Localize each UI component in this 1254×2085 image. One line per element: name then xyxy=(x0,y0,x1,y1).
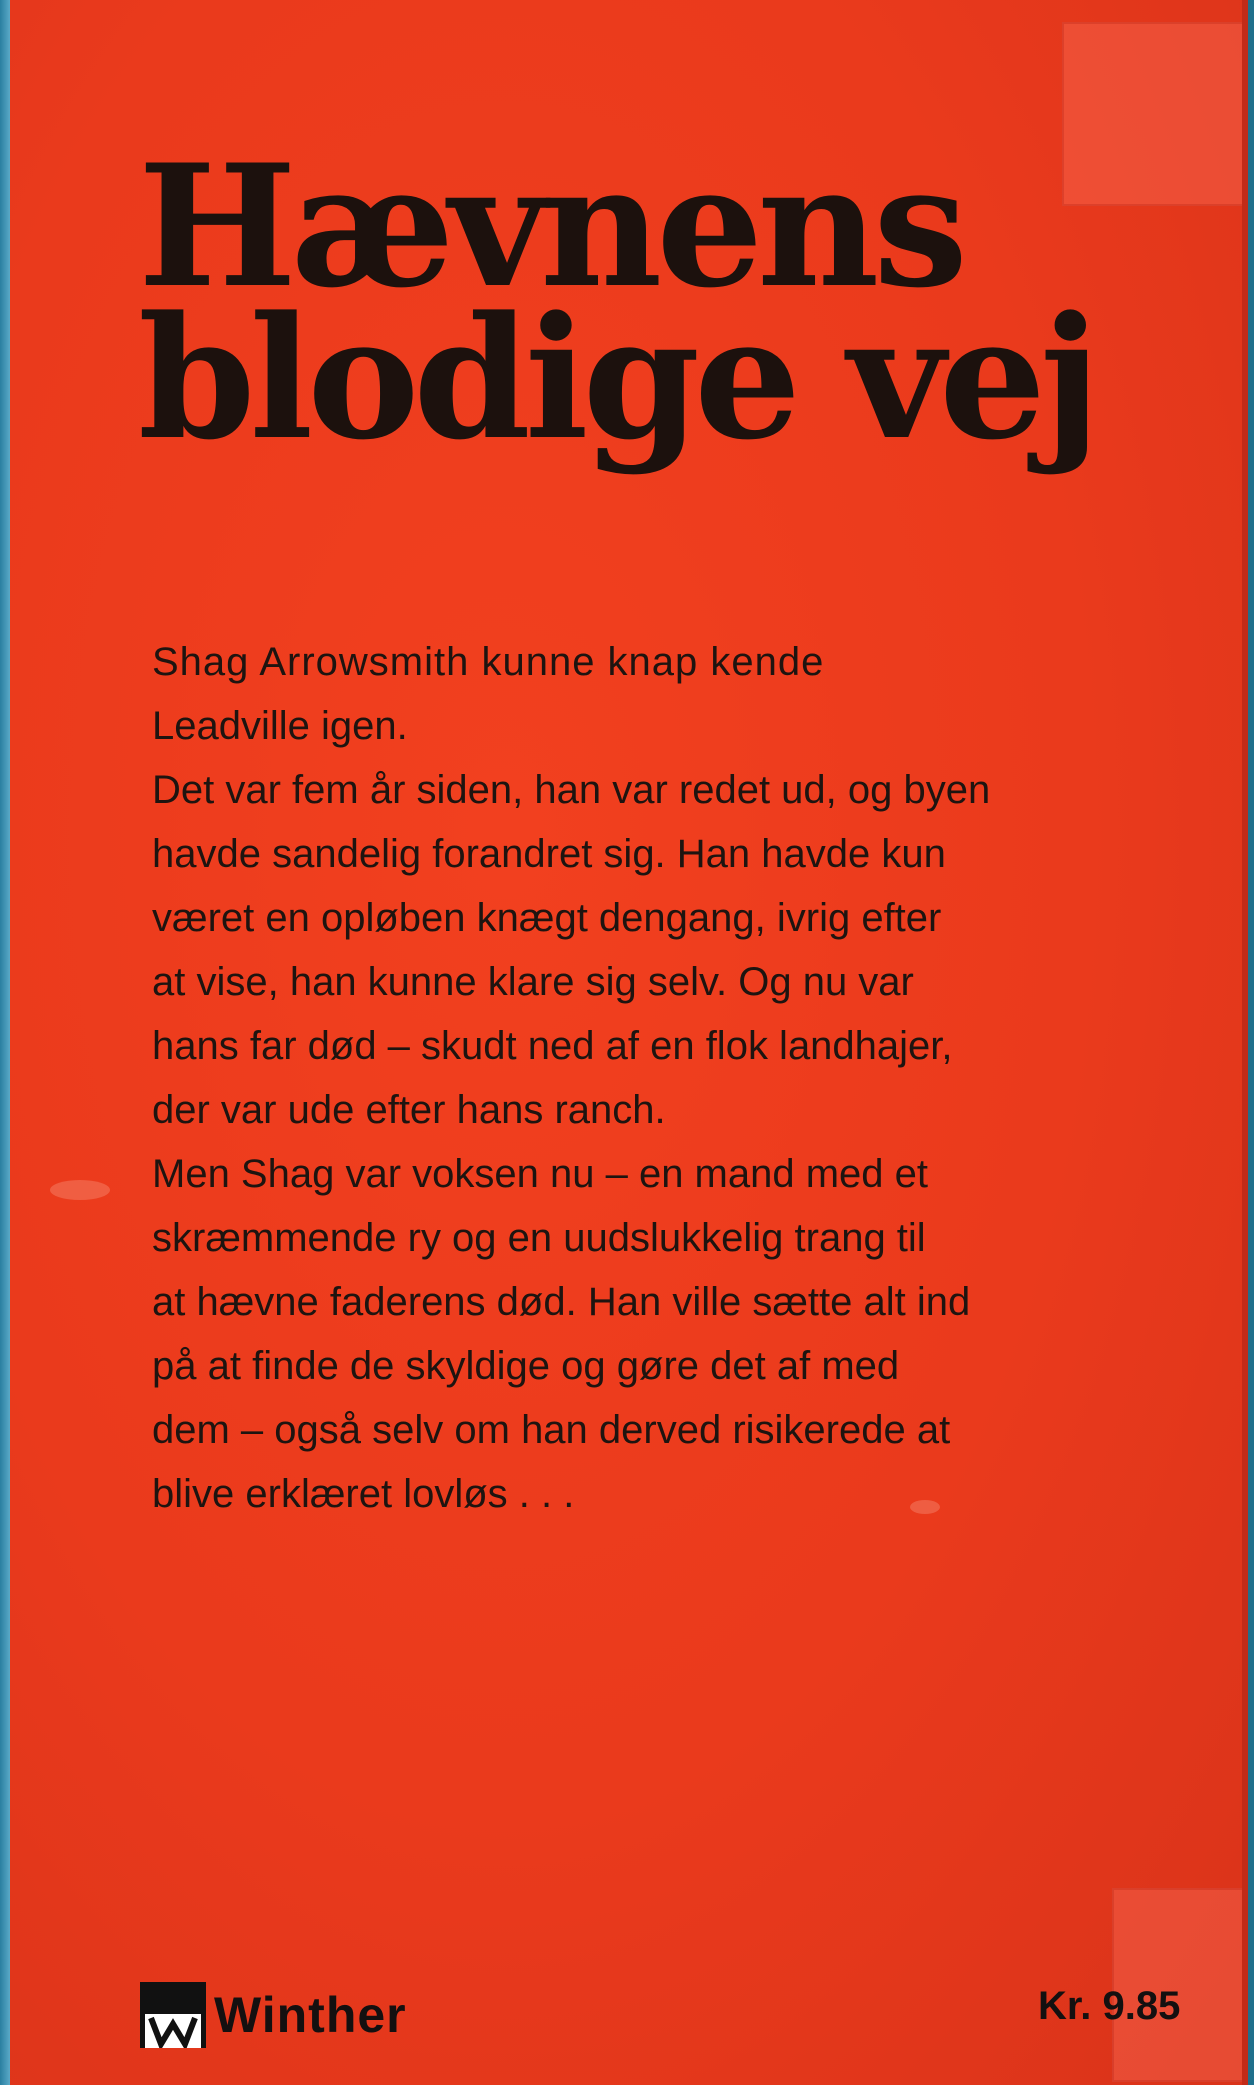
book-title xyxy=(138,127,1138,477)
title-line-2: blodige vej xyxy=(138,279,1095,477)
title-line-1: Hævnens xyxy=(138,127,962,325)
blurb-line: Shag Arrowsmith kunne knap kende xyxy=(152,640,825,684)
blurb-line: der var ude efter hans ranch. xyxy=(152,1088,666,1132)
blurb-line: været en opløben knægt dengang, ivrig efter xyxy=(152,896,942,940)
blurb-line: skræmmende ry og en uudslukkelig trang til xyxy=(152,1216,926,1260)
back-cover xyxy=(10,0,1248,2085)
wear-mark xyxy=(50,1180,110,1200)
book-edge xyxy=(0,0,10,2085)
blurb-line: blive erklæret lovløs . . . xyxy=(152,1472,575,1516)
blurb-line: Men Shag var voksen nu – en mand med et xyxy=(152,1152,929,1196)
blurb-line: på at finde de skyldige og gøre det af med xyxy=(152,1344,900,1388)
cover-edge xyxy=(1242,0,1248,2085)
w-logo-icon xyxy=(140,1982,206,2048)
price-label: Kr. 9.85 xyxy=(1038,1984,1181,2028)
blurb-line: at hævne faderens død. Han ville sætte alt ind xyxy=(152,1280,971,1324)
blurb-line: Leadville igen. xyxy=(152,704,408,748)
blurb-line: hans far død – skudt ned af en flok landhajer, xyxy=(152,1024,953,1068)
blurb-line: dem – også selv om han derved risikerede at xyxy=(152,1408,951,1452)
blurb-line: havde sandelig forandret sig. Han havde kun xyxy=(152,832,946,876)
blurb-text xyxy=(152,630,1172,1526)
blurb-line: Det var fem år siden, han var redet ud, og byen xyxy=(152,768,991,812)
publisher-name: Winther xyxy=(214,1987,407,2043)
publisher-logo xyxy=(140,1980,407,2050)
blurb-line: at vise, han kunne klare sig selv. Og nu var xyxy=(152,960,914,1004)
